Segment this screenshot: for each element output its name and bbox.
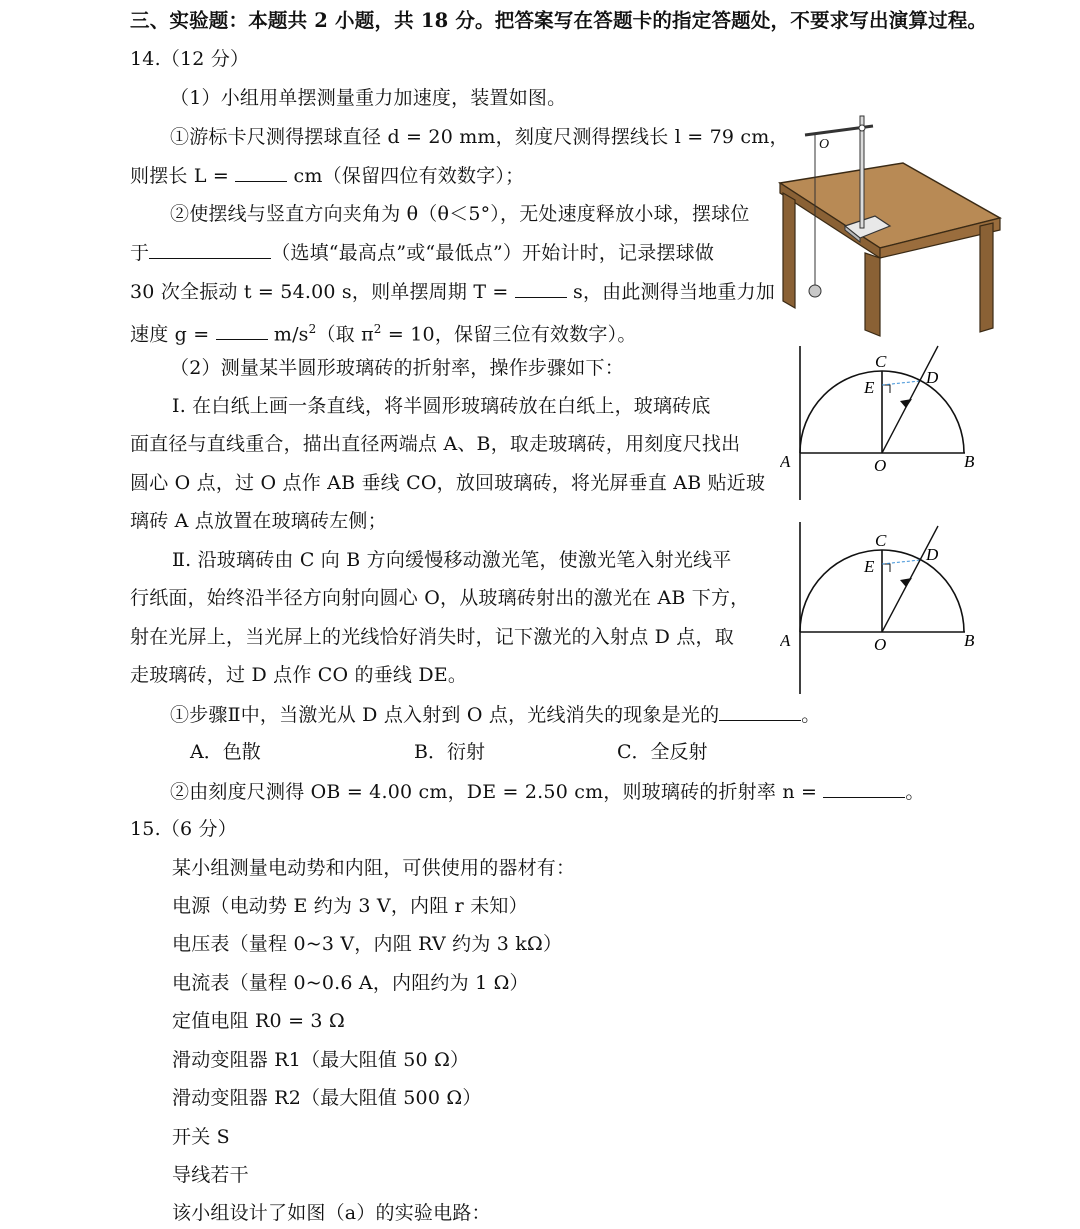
q14-part2-item1: [170, 702, 821, 727]
label-d: D: [926, 545, 939, 564]
text-segment: 于: [130, 242, 150, 264]
label-d: D: [926, 368, 939, 387]
label-e: E: [864, 378, 875, 397]
section-header: 三、实验题：本题共 2 小题，共 18 分。把答案写在答题卡的指定答题处，不要求写出演算过程。: [130, 9, 988, 32]
pendulum-point-label: O: [819, 137, 830, 152]
answer-blank-length[interactable]: [235, 163, 287, 182]
text-segment: = 10，保留三位有效数字）。: [381, 323, 637, 346]
option-b[interactable]: B．衍射: [414, 741, 485, 763]
label-o: O: [874, 635, 887, 654]
answer-blank-position[interactable]: [149, 240, 271, 259]
q14-part2-intro: （2）测量某半圆形玻璃砖的折射率，操作步骤如下：: [170, 357, 624, 379]
semicircle-figure-2: [780, 522, 980, 697]
q14-number: 14.（12 分）: [130, 48, 250, 70]
label-b: B: [964, 631, 975, 650]
text-segment: （取 π: [316, 323, 374, 346]
answer-blank-phenomenon[interactable]: [719, 702, 801, 721]
superscript: 2: [308, 322, 317, 336]
text-segment: ②由刻度尺测得 OB = 4.00 cm，DE = 2.50 cm，则玻璃砖的折射率 n =: [170, 781, 824, 803]
q14-part1-intro: （1）小组用单摆测量重力加速度，装置如图。: [170, 87, 567, 109]
text-segment: m/s: [267, 323, 309, 346]
q14-part1-item2-line1: ②使摆线与竖直方向夹角为 θ（θ＜5°），无处速度释放小球，摆球位: [170, 203, 750, 225]
q15-number: 15.（6 分）: [130, 818, 237, 840]
answer-blank-refractive-index[interactable]: [823, 779, 905, 798]
q14-part1-item2-line3: [130, 279, 775, 304]
label-b: B: [964, 452, 975, 471]
label-o: O: [874, 456, 887, 475]
q14-part1-item1-line1: ①游标卡尺测得摆球直径 d = 20 mm，刻度尺测得摆线长 l = 79 cm，: [170, 126, 789, 148]
answer-blank-period[interactable]: [515, 279, 567, 298]
label-a: A: [780, 452, 791, 471]
q14-step2-line4: 走玻璃砖，过 D 点作 CO 的垂线 DE。: [130, 664, 468, 686]
equipment-item: 定值电阻 R0 = 3 Ω: [172, 1010, 345, 1032]
q14-part1-item2-line2: [130, 240, 714, 265]
equipment-item: 电压表（量程 0~3 V，内阻 RV 约为 3 kΩ）: [172, 933, 563, 955]
text-segment: 。: [801, 704, 821, 726]
q14-part1-item2-line4: [130, 317, 637, 346]
superscript: 2: [373, 322, 382, 336]
equipment-item: 开关 S: [172, 1126, 230, 1148]
text-segment: ①步骤Ⅱ中，当激光从 D 点入射到 O 点，光线消失的现象是光的: [170, 704, 720, 726]
text-segment: 速度 g =: [130, 323, 216, 346]
semicircle-figure-1: [780, 343, 980, 503]
equipment-item: 滑动变阻器 R2（最大阻值 500 Ω）: [172, 1087, 482, 1109]
q15-design: 该小组设计了如图（a）的实验电路：: [172, 1202, 491, 1224]
equipment-item: 电源（电动势 E 约为 3 V，内阻 r 未知）: [172, 895, 528, 917]
q14-step1-line3: 圆心 O 点，过 O 点作 AB 垂线 CO，放回玻璃砖，将光屏垂直 AB 贴近玻: [130, 472, 766, 494]
label-c: C: [875, 531, 887, 550]
text-segment: s，由此测得当地重力加: [566, 281, 775, 303]
label-c: C: [875, 352, 887, 371]
option-a[interactable]: A．色散: [190, 741, 261, 763]
text-segment: 。: [905, 781, 925, 803]
q14-part1-item1-line2: [130, 163, 524, 188]
label-e: E: [864, 557, 875, 576]
text-segment: （选填“最高点”或“最低点”）开始计时，记录摆球做: [271, 242, 715, 264]
answer-blank-gravity[interactable]: [216, 321, 268, 340]
equipment-item: 导线若干: [172, 1164, 249, 1186]
q14-step1-line1: Ⅰ. 在白纸上画一条直线，将半圆形玻璃砖放在白纸上，玻璃砖底: [172, 395, 711, 417]
equipment-item: 滑动变阻器 R1（最大阻值 50 Ω）: [172, 1049, 470, 1071]
q15-intro: 某小组测量电动势和内阻，可供使用的器材有：: [172, 857, 576, 879]
q14-step2-line1: Ⅱ. 沿玻璃砖由 C 向 B 方向缓慢移动激光笔，使激光笔入射光线平: [172, 549, 732, 571]
q14-part2-item2: [170, 779, 925, 804]
q14-step1-line4: 璃砖 A 点放置在玻璃砖左侧；: [130, 510, 387, 532]
text-segment: 30 次全振动 t = 54.00 s，则单摆周期 T =: [130, 281, 515, 303]
option-c[interactable]: C．全反射: [617, 741, 708, 763]
label-a: A: [780, 631, 791, 650]
q14-step1-line2: 面直径与直线重合，描出直径两端点 A、B，取走玻璃砖，用刻度尺找出: [130, 433, 741, 455]
text-segment: 则摆长 L =: [130, 165, 236, 187]
pendulum-apparatus-figure: [775, 108, 1005, 338]
equipment-item: 电流表（量程 0~0.6 A，内阻约为 1 Ω）: [172, 972, 529, 994]
q14-step2-line3: 射在光屏上，当光屏上的光线恰好消失时，记下激光的入射点 D 点，取: [130, 626, 734, 648]
text-segment: cm（保留四位有效数字）；: [287, 165, 525, 187]
q14-step2-line2: 行纸面，始终沿半径方向射向圆心 O，从玻璃砖射出的激光在 AB 下方，: [130, 587, 750, 609]
